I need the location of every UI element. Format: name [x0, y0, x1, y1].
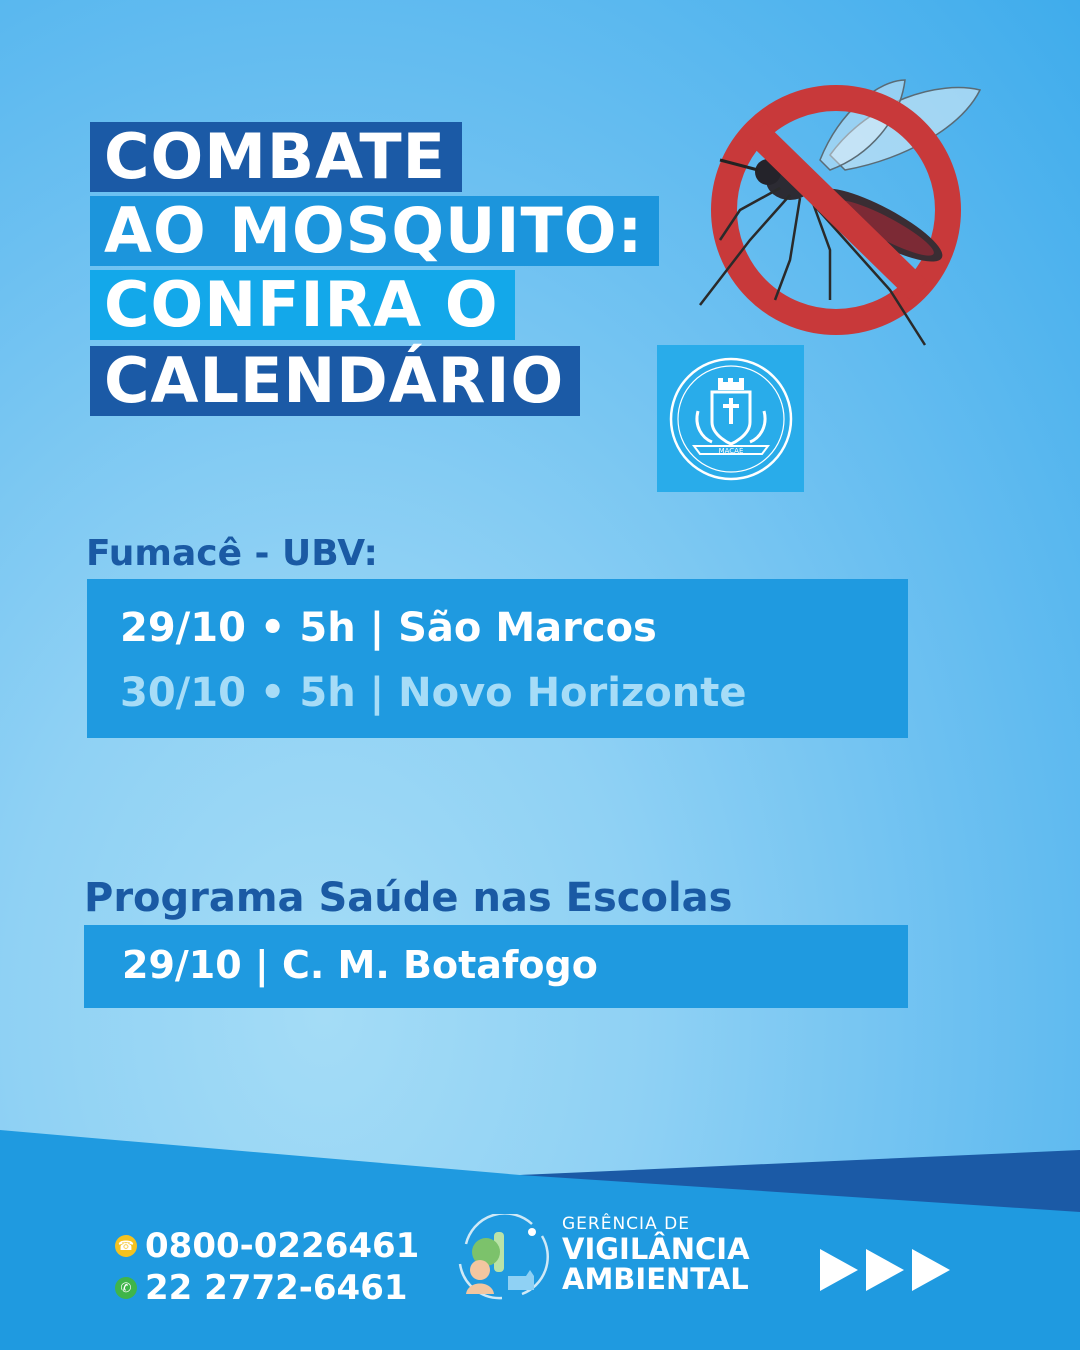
phone-icon: ☎	[115, 1235, 137, 1257]
phone-number-row	[115, 1226, 419, 1266]
schedule-entry: 29/10 • 5h | São Marcos	[120, 605, 657, 651]
section-heading-pse: Programa Saúde nas Escolas	[84, 875, 733, 921]
schedule-entry: 30/10 • 5h | Novo Horizonte	[120, 670, 747, 716]
logo-text: MACAÉ	[718, 446, 743, 455]
macae-coat-of-arms-icon	[668, 356, 794, 482]
title-line-3: CONFIRA O	[90, 270, 515, 340]
vigilancia-ambiental-brand	[452, 1214, 772, 1300]
vigilancia-ambiental-logo-icon	[452, 1214, 556, 1300]
whatsapp-icon: ✆	[115, 1277, 137, 1299]
brand-small-text: GERÊNCIA DE	[562, 1214, 690, 1234]
triple-arrow-icon	[818, 1247, 952, 1293]
title-line-1: COMBATE	[90, 122, 462, 192]
title-line-4: CALENDÁRIO	[90, 346, 580, 416]
city-logo	[657, 345, 804, 492]
title-line-2: AO MOSQUITO:	[90, 196, 659, 266]
brand-title-line-1: VIGILÂNCIA	[562, 1232, 750, 1266]
schedule-entry: 29/10 | C. M. Botafogo	[122, 943, 598, 987]
brand-text	[562, 1214, 750, 1295]
no-mosquito-icon	[680, 60, 1000, 360]
section-heading-fumace: Fumacê - UBV:	[86, 533, 378, 574]
brand-title-line-2: AMBIENTAL	[562, 1262, 749, 1297]
whatsapp-number-row	[115, 1268, 408, 1308]
whatsapp-number: 22 2772-6461	[145, 1268, 408, 1308]
phone-number: 0800-0226461	[145, 1226, 420, 1266]
